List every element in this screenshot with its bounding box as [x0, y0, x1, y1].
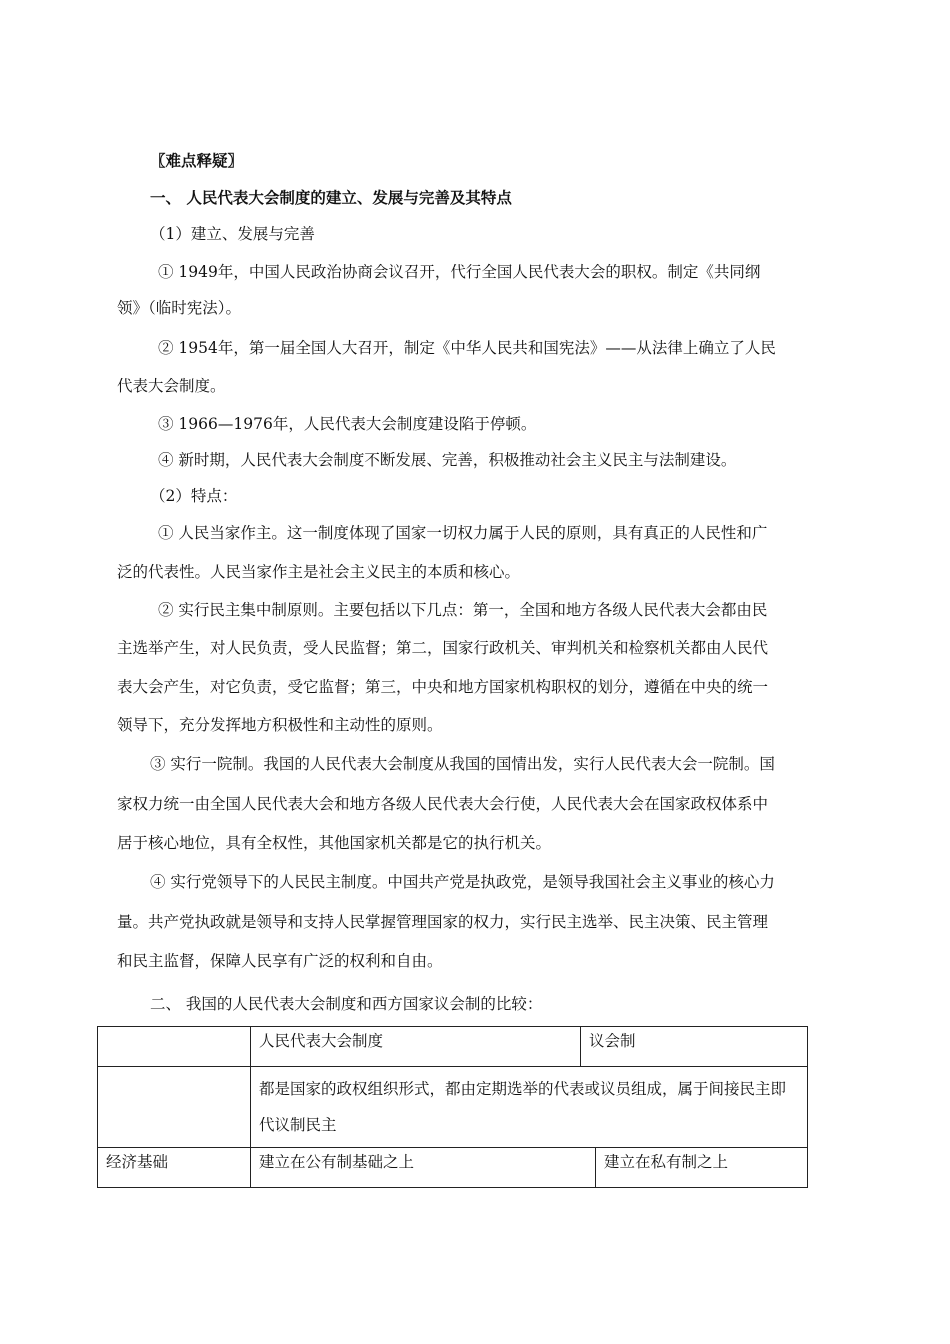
paragraph-line: 表大会产生，对它负责，受它监督；第三，中央和地方国家机构职权的划分，遵循在中央的统一 [117, 678, 769, 696]
table-header-cell [98, 1027, 251, 1067]
paragraph-line: 和民主监督，保障人民享有广泛的权利和自由。 [117, 952, 443, 970]
paragraph-line: 泛的代表性。人民当家作主是社会主义民主的本质和核心。 [117, 563, 521, 581]
paragraph-line: 居于核心地位，具有全权性，其他国家机关都是它的执行机关。 [117, 834, 552, 852]
paragraph-line: ③ 实行一院制。我国的人民代表大会制度从我国的国情出发，实行人民代表大会一院制。国 [150, 755, 775, 773]
table-header-cell: 议会制 [581, 1027, 808, 1067]
paragraph-line: 家权力统一由全国人民代表大会和地方各级人民代表大会行使，人民代表大会在国家政权体系中 [117, 795, 769, 813]
paragraph-line: 领导下，充分发挥地方积极性和主动性的原则。 [117, 716, 443, 734]
paragraph-line: 主选举产生，对人民负责，受人民监督；第二，国家行政机关、审判机关和检察机关都由人民代 [117, 639, 769, 657]
table-row [98, 1067, 808, 1148]
paragraph-line: ① 1949年，中国人民政治协商会议召开，代行全国人民代表大会的职权。制定《共同纲 [158, 263, 761, 281]
subheading-features: （2）特点： [150, 487, 238, 505]
paragraph-line: ② 实行民主集中制原则。主要包括以下几点：第一，全国和地方各级人民代表大会都由民 [158, 601, 768, 619]
table-cell: 建立在公有制基础之上 [251, 1148, 596, 1188]
paragraph-line: ④ 新时期，人民代表大会制度不断发展、完善，积极推动社会主义民主与法制建设。 [158, 451, 737, 469]
paragraph-line: 量。共产党执政就是领导和支持人民掌握管理国家的权力，实行民主选举、民主决策、民主管理 [117, 913, 769, 931]
table-cell: 经济基础 [98, 1148, 251, 1188]
table-row [98, 1148, 808, 1188]
paragraph-line: 领》（临时宪法）。 [117, 299, 242, 317]
table-cell: 建立在私有制之上 [596, 1148, 808, 1188]
comparison-table [97, 1026, 808, 1188]
table-header-cell: 人民代表大会制度 [251, 1027, 581, 1067]
subheading-establishment: （1）建立、发展与完善 [150, 225, 315, 243]
section1-title: 一、 人民代表大会制度的建立、发展与完善及其特点 [150, 188, 512, 207]
paragraph-line: ② 1954年，第一届全国人大召开，制定《中华人民共和国宪法》——从法律上确立了人民 [158, 339, 776, 357]
paragraph-line: 代表大会制度。 [117, 377, 226, 395]
paragraph-line: ① 人民当家作主。这一制度体现了国家一切权力属于人民的原则，具有真正的人民性和广 [158, 524, 768, 542]
table-cell [98, 1067, 251, 1148]
paragraph-line: ④ 实行党领导下的人民民主制度。中国共产党是执政党，是领导我国社会主义事业的核心力 [150, 873, 775, 891]
table-header-row [98, 1027, 808, 1067]
paragraph-line: ③ 1966—1976年，人民代表大会制度建设陷于停顿。 [158, 415, 537, 433]
section-heading: 〖难点释疑〗 [150, 151, 244, 170]
section2-title: 二、 我国的人民代表大会制度和西方国家议会制的比较： [150, 995, 543, 1013]
table-cell-common: 都是国家的政权组织形式，都由定期选举的代表或议员组成，属于间接民主即代议制民主 [251, 1067, 808, 1148]
